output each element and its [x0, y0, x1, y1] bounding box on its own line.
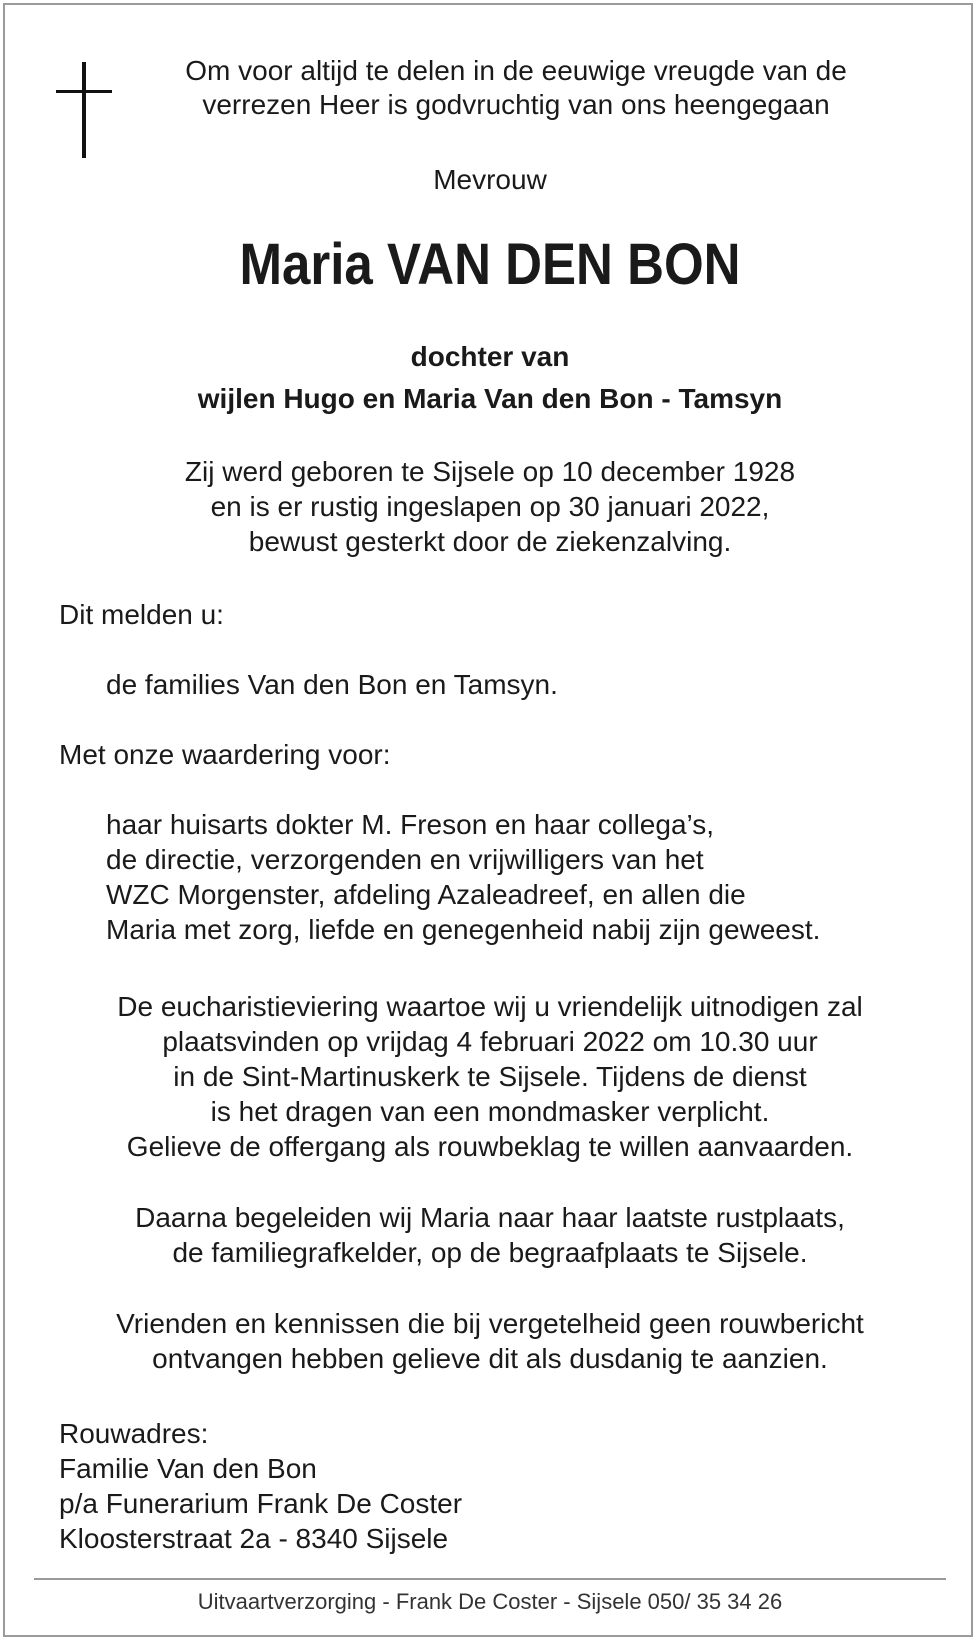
address-line-2: p/a Funerarium Frank De Coster — [59, 1488, 463, 1519]
footer-divider — [34, 1578, 946, 1580]
address-label: Rouwadres: — [59, 1418, 209, 1449]
address-line-1: Familie Van den Bon — [59, 1453, 317, 1484]
title-prefix: Mevrouw — [433, 164, 547, 195]
thanks-line-1: haar huisarts dokter M. Freson en haar collega’s, — [106, 809, 715, 840]
intro-line-1: Om voor altijd te delen in de eeuwige vreugde van de — [185, 55, 847, 86]
thanks-label: Met onze waardering voor: — [59, 739, 391, 770]
thanks-line-2: de directie, verzorgenden en vrijwilligers van het — [106, 844, 704, 875]
ceremony-line-4: is het dragen van een mondmasker verplicht. — [210, 1096, 770, 1127]
intro-line-2: verrezen Heer is godvruchtig van ons heengegaan — [202, 89, 830, 120]
birth-line-3: bewust gesterkt door de ziekenzalving. — [248, 526, 732, 557]
announcers: de families Van den Bon en Tamsyn. — [106, 669, 558, 700]
ceremony-line-1: De eucharistieviering waartoe wij u vriendelijk uitnodigen zal — [117, 991, 863, 1022]
birth-line-1: Zij werd geboren te Sijsele op 10 december 1928 — [184, 456, 796, 487]
thanks-line-4: Maria met zorg, liefde en genegenheid nabij zijn geweest. — [106, 914, 821, 945]
burial-line-2: de familiegrafkelder, op de begraafplaats te Sijsele. — [172, 1237, 808, 1268]
announce-label: Dit melden u: — [59, 599, 224, 630]
footer-text: Uitvaartverzorging - Frank De Coster - Sijsele 050/ 35 34 26 — [197, 1589, 783, 1614]
ceremony-line-5: Gelieve de offergang als rouwbeklag te willen aanvaarden. — [126, 1131, 854, 1162]
parents-line-1: dochter van — [410, 341, 570, 372]
ceremony-line-2: plaatsvinden op vrijdag 4 februari 2022 om 10.30 uur — [162, 1026, 818, 1057]
ceremony-line-3: in de Sint-Martinuskerk te Sijsele. Tijdens de dienst — [173, 1061, 807, 1092]
notice-line-1: Vrienden en kennissen die bij vergetelheid geen rouwbericht — [116, 1308, 864, 1339]
parents-line-2: wijlen Hugo en Maria Van den Bon - Tamsyn — [197, 383, 783, 414]
address-line-3: Kloosterstraat 2a - 8340 Sijsele — [59, 1523, 449, 1554]
thanks-line-3: WZC Morgenster, afdeling Azaleadreef, en allen die — [106, 879, 746, 910]
birth-line-2: en is er rustig ingeslapen op 30 januari 2022, — [210, 491, 770, 522]
burial-line-1: Daarna begeleiden wij Maria naar haar laatste rustplaats, — [135, 1202, 845, 1233]
deceased-name: Maria VAN DEN BON — [239, 232, 741, 297]
notice-line-2: ontvangen hebben gelieve dit als dusdanig te aanzien. — [152, 1343, 828, 1374]
